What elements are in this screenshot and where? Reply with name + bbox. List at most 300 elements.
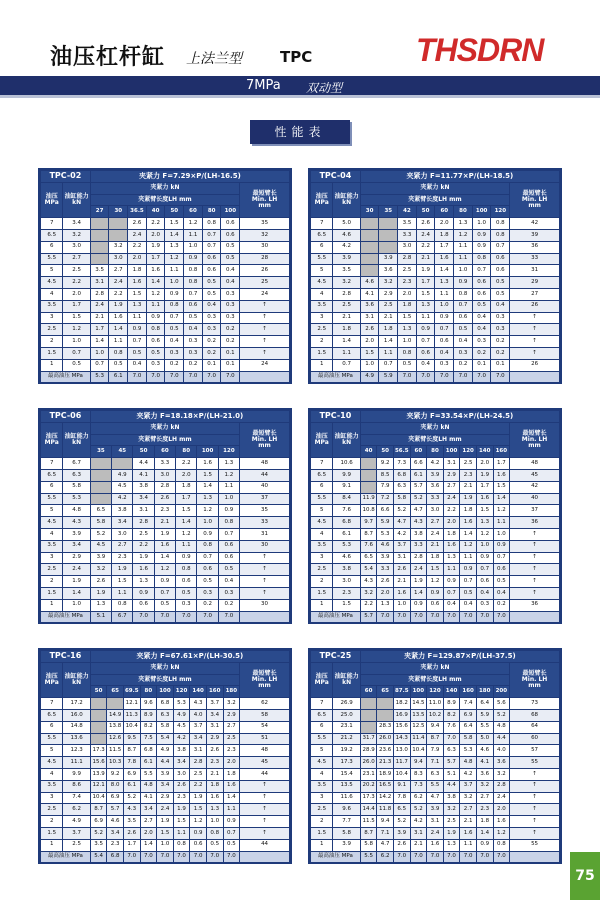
table-cell: 11.3 — [123, 709, 140, 721]
table-cell: 2.4 — [90, 300, 109, 312]
table-cell: 1.9 — [157, 816, 174, 828]
table-row — [311, 552, 560, 564]
table-cell: 1.7 — [176, 493, 197, 505]
table-row — [311, 336, 560, 348]
table-cell: 3.0 — [109, 253, 128, 265]
table-cell — [90, 458, 111, 470]
table-cell: 4.7 — [410, 505, 427, 517]
table-cell: 5.7 — [443, 757, 460, 769]
table-cell: 1.7 — [123, 839, 140, 851]
max-pressure-value: 7.0 — [218, 611, 239, 623]
min-arm-label: 最短臂长 — [522, 189, 547, 197]
table-cell: 4.9 — [63, 816, 90, 828]
table-cell: 2.4 — [128, 229, 147, 241]
table-cell: 3.8 — [173, 745, 190, 757]
table-cell: 2 — [41, 336, 63, 348]
table-cell: 0.7 — [202, 241, 221, 253]
table-row — [311, 218, 560, 230]
min-arm-unit: Min. LH — [251, 435, 278, 443]
table-cell: 2.1 — [90, 312, 109, 324]
table-cell: 0.6 — [197, 564, 218, 576]
table-cell: 11.8 — [377, 804, 394, 816]
clamp-force-header: 夹紧力 kN — [90, 182, 239, 194]
min-arm-label: 最短臂长 — [252, 189, 277, 197]
arm-length-value: 100 — [221, 206, 240, 218]
table-cell: 3.9 — [393, 827, 410, 839]
table-row — [311, 780, 560, 792]
table-cell: 5.9 — [377, 517, 394, 529]
pressure-header — [41, 182, 63, 217]
table-cell: ↑ — [240, 804, 290, 816]
table-cell: 2 — [311, 816, 333, 828]
min-arm-label: 最短臂长 — [252, 429, 277, 437]
table-cell: 8.7 — [123, 745, 140, 757]
table-cell: ↑ — [240, 300, 290, 312]
table-cell: 4.6 — [333, 229, 360, 241]
table-cell: 3.8 — [112, 505, 133, 517]
table-row — [311, 288, 560, 300]
max-pressure-value: 7.0 — [157, 851, 174, 863]
table-cell: 7.9 — [427, 745, 444, 757]
table-cell: 1.2 — [190, 816, 207, 828]
table-cell: 0.7 — [197, 552, 218, 564]
table-row — [41, 564, 290, 576]
table-row — [311, 768, 560, 780]
table-row — [311, 698, 560, 710]
max-pressure-value: 7.0 — [206, 851, 223, 863]
table-cell: 3.1 — [133, 505, 154, 517]
table-cell: 1.6 — [493, 816, 510, 828]
table-cell: 2.6 — [154, 493, 175, 505]
table-row — [41, 827, 290, 839]
table-cell: ↑ — [510, 552, 560, 564]
table-row — [311, 241, 560, 253]
table-cell: 4.5 — [311, 517, 333, 529]
table-cell: 2.0 — [63, 288, 90, 300]
table-cell: 5.0 — [333, 218, 360, 230]
table-cell: 26 — [240, 265, 290, 277]
clamp-formula: 夹紧力 F=7.29×P/(LH-16.5) — [90, 171, 289, 183]
table-cell: 3.2 — [443, 804, 460, 816]
clamp-formula: 夹紧力 F=33.54×P/(LH-24.5) — [360, 411, 559, 423]
arm-length-value: 50 — [416, 206, 435, 218]
table-row — [41, 517, 290, 529]
table-cell: 4.7 — [393, 517, 410, 529]
table-cell: 1.5 — [190, 804, 207, 816]
table-model: TPC-16 — [41, 651, 91, 663]
table-cell: 0.4 — [460, 599, 477, 611]
table-cell: 1.9 — [109, 300, 128, 312]
table-cell: 1.5 — [41, 587, 63, 599]
table-cell: 0.7 — [460, 576, 477, 588]
table-cell: 1.5 — [63, 312, 90, 324]
table-cell: 1.2 — [184, 218, 203, 230]
table-row — [311, 505, 560, 517]
table-cell: 1.7 — [493, 458, 510, 470]
arm-length-value: 140 — [190, 686, 207, 698]
table-cell — [90, 698, 107, 710]
table-cell: 2.3 — [107, 839, 124, 851]
table-cell: 8.5 — [377, 469, 394, 481]
table-cell: 55 — [510, 757, 560, 769]
table-cell: 1.9 — [173, 804, 190, 816]
table-cell: 0.6 — [472, 277, 491, 289]
table-cell: 2.4 — [427, 827, 444, 839]
force-header — [333, 662, 360, 697]
table-cell: 1.9 — [476, 469, 493, 481]
table-cell: 25 — [240, 277, 290, 289]
table-cell: 4.5 — [311, 277, 333, 289]
max-pressure-label: 最高油压 MPa — [41, 851, 91, 863]
spec-table-tpc-25 — [308, 648, 562, 864]
table-cell: 0.7 — [333, 359, 360, 371]
table-cell: 44 — [240, 469, 290, 481]
table-cell: 4.5 — [41, 517, 63, 529]
table-cell: 54 — [240, 721, 290, 733]
table-cell: 0.2 — [221, 324, 240, 336]
table-cell — [90, 721, 107, 733]
table-cell: 3.4 — [140, 804, 157, 816]
table-cell: 1.1 — [112, 587, 133, 599]
max-pressure-value: 7.0 — [427, 851, 444, 863]
table-cell: 4 — [311, 528, 333, 540]
table-cell — [360, 265, 379, 277]
table-cell — [377, 709, 394, 721]
table-cell: 5.8 — [460, 733, 477, 745]
table-cell: 0.8 — [112, 599, 133, 611]
table-cell: 3.7 — [206, 698, 223, 710]
table-cell: ↑ — [240, 336, 290, 348]
clamp-formula: 夹紧力 F=129.87×P/(LH-37.5) — [360, 651, 559, 663]
table-cell: 0.3 — [184, 347, 203, 359]
arm-length-value: 80 — [140, 686, 157, 698]
table-cell: 3.7 — [460, 780, 477, 792]
table-cell: 14.3 — [393, 733, 410, 745]
force-label: 油缸能力 — [64, 672, 89, 680]
table-cell: 2.8 — [190, 757, 207, 769]
table-cell: 2 — [311, 576, 333, 588]
table-cell: 1.4 — [90, 336, 109, 348]
table-row — [41, 493, 290, 505]
table-cell — [90, 493, 111, 505]
max-pressure-value: 7.0 — [443, 611, 460, 623]
table-cell: 7.2 — [377, 493, 394, 505]
table-cell: 5.5 — [140, 768, 157, 780]
table-cell: 1 — [311, 599, 333, 611]
max-pressure-value: 7.0 — [165, 371, 184, 383]
table-cell: 28.3 — [377, 721, 394, 733]
table-cell: 1.2 — [218, 469, 239, 481]
table-cell: 0.2 — [202, 336, 221, 348]
table-cell: 3.8 — [443, 792, 460, 804]
table-cell: 0.6 — [176, 576, 197, 588]
table-cell: 2.0 — [223, 757, 240, 769]
table-cell: 58 — [240, 709, 290, 721]
table-cell: 40 — [510, 493, 560, 505]
table-cell — [360, 229, 379, 241]
max-pressure-label: 最高油压 MPa — [311, 371, 361, 383]
table-cell: 2.7 — [476, 792, 493, 804]
table-cell: 14.2 — [377, 792, 394, 804]
arm-length-value: 180 — [476, 686, 493, 698]
table-cell: 3.1 — [206, 721, 223, 733]
pressure-header — [311, 422, 333, 457]
table-cell: 31 — [510, 265, 560, 277]
table-cell: 8.7 — [360, 528, 377, 540]
table-cell: 4.2 — [393, 528, 410, 540]
max-pressure-value: 7.0 — [410, 851, 427, 863]
table-cell: 48 — [240, 458, 290, 470]
table-cell: 1.1 — [176, 540, 197, 552]
table-cell: 33 — [510, 253, 560, 265]
table-cell: 4.3 — [190, 698, 207, 710]
table-cell: 0.7 — [154, 587, 175, 599]
min-arm-header — [510, 182, 560, 217]
table-cell: ↑ — [510, 528, 560, 540]
table-cell: 1.3 — [416, 300, 435, 312]
table-cell: 1.3 — [398, 324, 417, 336]
arm-length-value: 100 — [410, 686, 427, 698]
table-cell: 2.9 — [63, 552, 90, 564]
table-cell: 40 — [240, 481, 290, 493]
table-row — [311, 587, 560, 599]
table-cell: 0.9 — [476, 839, 493, 851]
footer-blank — [240, 851, 290, 863]
table-cell: 8.7 — [90, 804, 107, 816]
table-cell: ↑ — [510, 780, 560, 792]
table-cell: 2.6 — [393, 839, 410, 851]
table-cell: 31 — [240, 528, 290, 540]
table-cell: 8.0 — [107, 780, 124, 792]
table-cell: 1.3 — [218, 458, 239, 470]
table-cell: 3.8 — [410, 528, 427, 540]
table-row — [311, 469, 560, 481]
max-pressure-value: 7.0 — [190, 851, 207, 863]
table-cell: 0.5 — [206, 839, 223, 851]
table-cell: ↑ — [510, 768, 560, 780]
table-cell: 2.7 — [427, 517, 444, 529]
table-cell: 2.0 — [398, 288, 417, 300]
table-cell: 0.7 — [165, 312, 184, 324]
table-row — [41, 780, 290, 792]
table-cell: 2.3 — [154, 505, 175, 517]
arm-length-header: 夹紧臂长度LH mm — [360, 434, 509, 446]
table-cell: 6.6 — [377, 505, 394, 517]
table-cell: 2.8 — [398, 253, 417, 265]
max-pressure-value: 7.0 — [398, 371, 417, 383]
table-cell: 0.5 — [491, 277, 510, 289]
table-cell: ↑ — [510, 576, 560, 588]
force-label: 油缸能力 — [334, 432, 359, 440]
table-cell: 23.1 — [333, 721, 360, 733]
table-cell: 6.3 — [427, 768, 444, 780]
table-cell: 35 — [240, 505, 290, 517]
table-cell: 2.7 — [140, 816, 157, 828]
table-cell: 0.1 — [491, 359, 510, 371]
table-cell: 1.5 — [157, 827, 174, 839]
table-cell — [360, 458, 377, 470]
max-pressure-value: 7.0 — [460, 611, 477, 623]
table-cell: 2.1 — [460, 481, 477, 493]
table-cell: 0.6 — [472, 288, 491, 300]
max-pressure-value: 7.0 — [491, 371, 510, 383]
table-cell: 16.5 — [377, 780, 394, 792]
table-cell: 1.0 — [360, 359, 379, 371]
arm-length-value: 120 — [427, 686, 444, 698]
table-cell: 2.8 — [133, 517, 154, 529]
arm-length-value: 30 — [360, 206, 379, 218]
table-cell: 4.2 — [460, 768, 477, 780]
table-cell: 32 — [240, 229, 290, 241]
table-row — [41, 721, 290, 733]
table-cell: 7.4 — [460, 698, 477, 710]
table-cell: 0.7 — [493, 552, 510, 564]
table-cell: 3 — [311, 792, 333, 804]
table-cell: 51 — [240, 733, 290, 745]
table-cell: 2.0 — [128, 253, 147, 265]
table-cell: 0.4 — [218, 576, 239, 588]
table-cell: 6.9 — [123, 768, 140, 780]
table-cell: 2.3 — [223, 745, 240, 757]
table-cell: 1.1 — [454, 253, 473, 265]
table-cell: 3.9 — [427, 469, 444, 481]
table-cell: 1.4 — [435, 265, 454, 277]
table-cell: 3.1 — [360, 312, 379, 324]
table-cell: 3.7 — [63, 827, 90, 839]
table-cell: 1.4 — [154, 552, 175, 564]
table-cell: 0.7 — [435, 324, 454, 336]
table-cell: 10.3 — [107, 757, 124, 769]
table-cell: 0.8 — [176, 564, 197, 576]
table-cell: 1.0 — [184, 241, 203, 253]
table-cell: 1.6 — [128, 277, 147, 289]
max-pressure-value: 7.0 — [221, 371, 240, 383]
arm-length-value: 80 — [427, 446, 444, 458]
table-cell — [90, 709, 107, 721]
table-cell: 3.6 — [427, 481, 444, 493]
table-cell: 1.7 — [90, 324, 109, 336]
arm-length-value: 36.5 — [128, 206, 147, 218]
min-arm-header — [510, 422, 560, 457]
table-cell: 0.1 — [221, 359, 240, 371]
table-cell: 1.6 — [427, 839, 444, 851]
table-cell: 2.4 — [493, 792, 510, 804]
table-cell: 5.5 — [311, 733, 333, 745]
table-cell: 2.1 — [416, 253, 435, 265]
arm-length-value: 140 — [443, 686, 460, 698]
max-pressure-value: 7.0 — [427, 611, 444, 623]
table-row — [311, 816, 560, 828]
table-cell: 0.9 — [416, 324, 435, 336]
table-row — [311, 721, 560, 733]
table-cell: 2.5 — [460, 458, 477, 470]
table-cell: 10.4 — [410, 745, 427, 757]
table-row — [311, 804, 560, 816]
table-cell: 5.5 — [41, 493, 63, 505]
table-cell: 5.5 — [41, 733, 63, 745]
arm-length-value: 50 — [165, 206, 184, 218]
table-cell: 0.9 — [218, 505, 239, 517]
table-cell: 4.5 — [90, 540, 111, 552]
table-cell: 9.1 — [333, 481, 360, 493]
max-pressure-value: 7.0 — [133, 611, 154, 623]
table-cell: 1.0 — [206, 816, 223, 828]
table-cell: 0.9 — [410, 599, 427, 611]
table-cell: 0.8 — [109, 347, 128, 359]
table-cell: 26.9 — [333, 698, 360, 710]
table-cell: 1 — [311, 359, 333, 371]
force-unit: kN — [72, 678, 82, 686]
table-cell — [360, 698, 377, 710]
table-cell: 64 — [510, 721, 560, 733]
table-cell: 3.6 — [493, 757, 510, 769]
table-cell: 6.2 — [410, 792, 427, 804]
table-cell: 1.3 — [443, 839, 460, 851]
table-cell: 2.2 — [443, 505, 460, 517]
table-cell: 5.2 — [90, 827, 107, 839]
table-cell: 0.2 — [218, 599, 239, 611]
min-arm-mm: mm — [258, 681, 271, 689]
table-cell: 1.8 — [206, 780, 223, 792]
min-arm-label: 最短臂长 — [522, 429, 547, 437]
table-row — [311, 599, 560, 611]
table-row — [41, 599, 290, 611]
table-cell: 0.4 — [202, 300, 221, 312]
table-cell: 0.6 — [491, 265, 510, 277]
arm-length-value: 140 — [476, 446, 493, 458]
table-cell: 2.8 — [493, 780, 510, 792]
force-unit: kN — [72, 438, 82, 446]
page-header — [0, 0, 600, 76]
table-cell: 4 — [311, 768, 333, 780]
table-cell: 5 — [41, 265, 63, 277]
pressure-label: 油压 — [315, 672, 328, 680]
table-cell: 3.1 — [190, 745, 207, 757]
table-cell: 0.6 — [146, 336, 165, 348]
table-cell: 15.6 — [90, 757, 107, 769]
table-cell: 0.8 — [454, 288, 473, 300]
table-row — [311, 528, 560, 540]
spec-table-tpc-10 — [308, 408, 562, 624]
table-cell: 6 — [311, 241, 333, 253]
table-cell: 1.6 — [133, 564, 154, 576]
arm-length-value: 160 — [460, 686, 477, 698]
arm-length-value: 120 — [218, 446, 239, 458]
table-cell: 2.0 — [443, 517, 460, 529]
table-cell: 17.3 — [360, 792, 377, 804]
table-cell: 4.5 — [41, 757, 63, 769]
pressure-label: 油压 — [45, 432, 58, 440]
arm-length-value: 100 — [472, 206, 491, 218]
table-cell — [360, 218, 379, 230]
table-cell: 1.8 — [128, 265, 147, 277]
table-cell: 1.2 — [63, 324, 90, 336]
table-cell: 0.7 — [184, 288, 203, 300]
table-cell: 11.5 — [360, 816, 377, 828]
max-pressure-value: 7.0 — [184, 371, 203, 383]
table-cell: 3.9 — [377, 552, 394, 564]
table-cell: 6.8 — [393, 469, 410, 481]
arm-length-value: 40 — [360, 446, 377, 458]
table-cell: 2.6 — [128, 218, 147, 230]
table-row — [311, 493, 560, 505]
min-arm-unit: Min. LH — [251, 195, 278, 203]
table-cell: 4.6 — [107, 816, 124, 828]
table-cell: 2.4 — [416, 229, 435, 241]
force-unit: kN — [342, 198, 352, 206]
table-cell: 2.8 — [90, 288, 109, 300]
table-cell: 7.5 — [140, 733, 157, 745]
